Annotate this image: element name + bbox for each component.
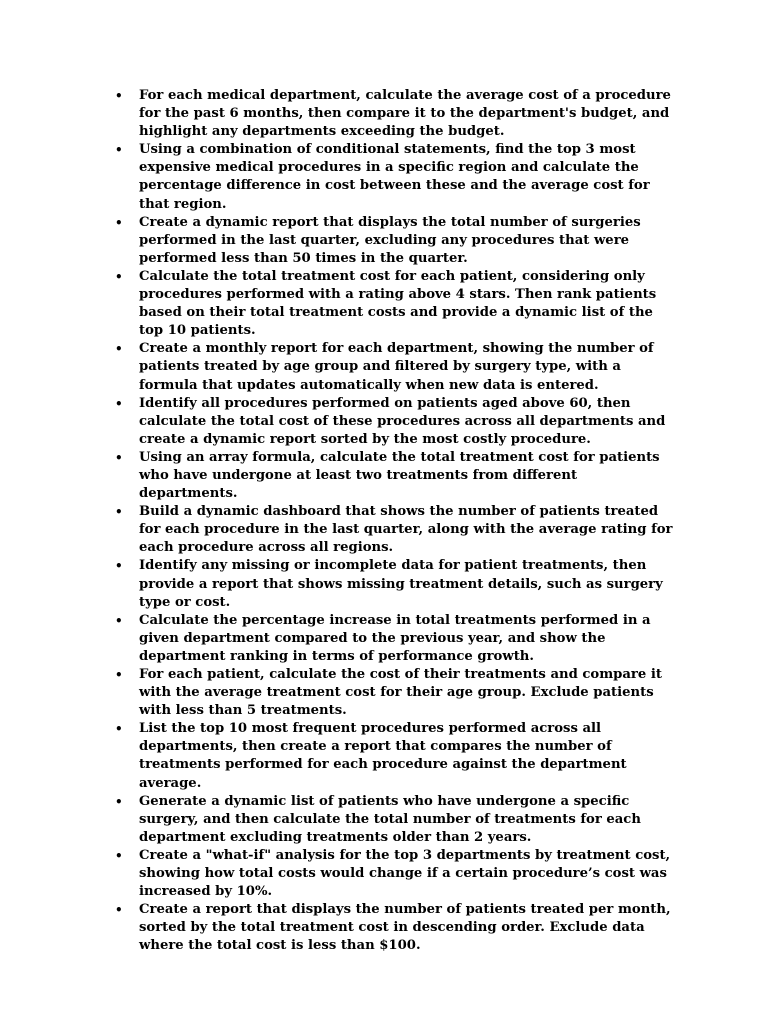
bullet-icon: • [115,794,123,809]
list-item [115,557,679,611]
list-item-text: Create a report that displays the number of patients treated per month, sorted by the total treatment cost in descending order. Exclude data where the total cost is less than $100. [139,902,671,954]
bullet-icon: • [115,342,123,357]
list-item-text: Calculate the total treatment cost for each patient, considering only procedures performed with a rating above 4 stars. Then rank patients based on their total treatment costs and provide a dynamic list of the top 10 patients. [139,268,657,339]
list-item [115,666,679,720]
list-item-text: Generate a dynamic list of patients who have undergone a specific surgery, and then calculate the total number of treatments for each department excluding treatments older than 2 years. [139,793,641,845]
list-item [115,793,679,847]
list-item [115,503,679,557]
bullet-icon: • [115,848,123,863]
bullet-icon: • [115,903,123,918]
bullet-icon: • [115,396,123,411]
list-item [115,901,679,955]
bullet-icon: • [115,143,123,158]
bullet-icon: • [115,269,123,284]
list-item [115,395,679,449]
bullet-icon: • [115,559,123,574]
list-item-text: Create a dynamic report that displays the total number of surgeries performed in the last quarter, excluding any procedures that were performed less than 50 times in the quarter. [139,214,641,266]
task-bullet-list [115,87,679,956]
bullet-icon: • [115,722,123,737]
list-item-text: Using a combination of conditional statements, find the top 3 most expensive medical procedures in a specific region and calculate the percentage difference in cost between these and the average cost for that region. [139,142,650,212]
list-item-text: Create a monthly report for each department, showing the number of patients treated by age group and filtered by surgery type, with a formula that updates automatically when new data is entered. [139,341,654,393]
list-item-text: Using an array formula, calculate the total treatment cost for patients who have undergone at least two treatments from different departments. [139,449,660,502]
list-item [115,847,679,901]
list-item-text: Create a "what-if" analysis for the top 3 departments by treatment cost, showing how total costs would change if a certain procedure’s cost was increased by 10%. [139,847,671,900]
list-item [115,449,679,503]
list-item-text: List the top 10 most frequent procedures performed across all departments, then create a report that compares the number of treatments performed for each procedure against the department average. [139,721,627,791]
bullet-icon: • [115,89,123,103]
list-item-text: Build a dynamic dashboard that shows the number of patients treated for each procedure in the last quarter, along with the average rating for each procedure across all regions. [139,504,673,556]
bullet-icon: • [115,450,123,465]
list-item [115,720,679,792]
bullet-icon: • [115,613,123,628]
list-item-text: For each medical department, calculate the average cost of a procedure for the past 6 months, then compare it to the department's budget, and highlight any departments exceeding the budget. [139,88,671,140]
list-item [115,214,679,268]
list-item [115,141,679,213]
list-item-text: Calculate the percentage increase in total treatments performed in a given department compared to the previous year, and show the department ranking in terms of performance growth. [139,612,651,664]
list-item [115,268,679,340]
list-item-text: For each patient, calculate the cost of their treatments and compare it with the average treatment cost for their age group. Exclude patients with less than 5 treatments. [139,667,662,719]
list-item [115,340,679,394]
bullet-icon: • [115,505,123,520]
list-item [115,87,679,141]
bullet-icon: • [115,668,123,682]
list-item [115,612,679,666]
list-item-text: Identify any missing or incomplete data for patient treatments, then provide a report that shows missing treatment details, such as surgery type or cost. [139,558,663,610]
bullet-icon: • [115,215,123,230]
list-item-text: Identify all procedures performed on patients aged above 60, then calculate the total cost of these procedures across all departments and create a dynamic report sorted by the most costly procedure. [139,395,666,447]
